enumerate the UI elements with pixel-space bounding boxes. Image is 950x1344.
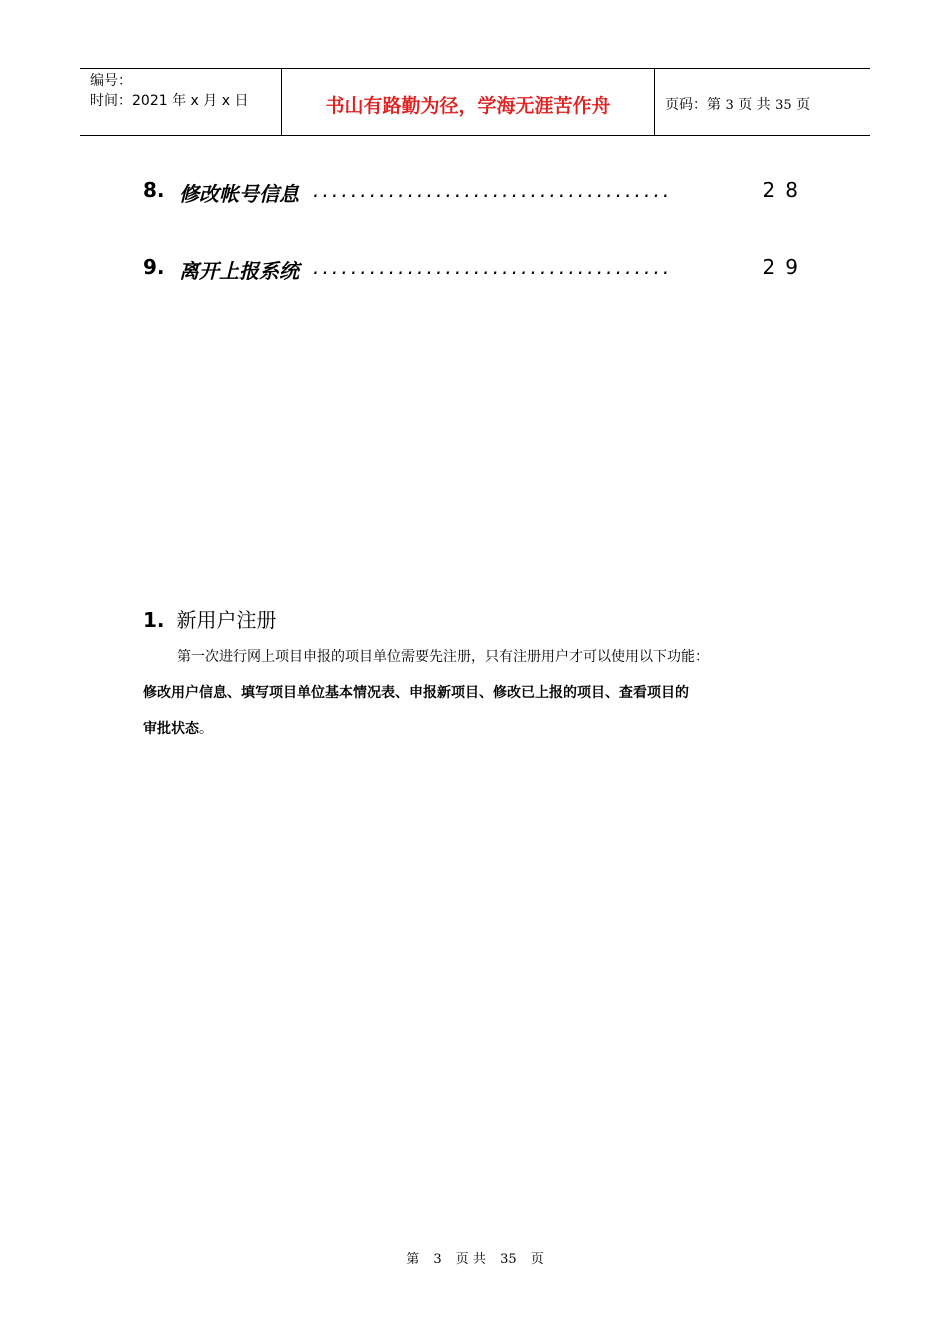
page-total: 35 xyxy=(775,98,792,113)
section-title: 新用户注册 xyxy=(176,608,277,632)
body-paragraph: 第一次进行网上项目申报的项目单位需要先注册，只有注册用户才可以使用以下功能： xyxy=(177,649,709,665)
header-page-info xyxy=(665,94,810,114)
page-current: 3 xyxy=(725,98,734,113)
page-footer xyxy=(0,1248,950,1267)
section-number: 1. xyxy=(143,608,165,632)
header-page-cell xyxy=(655,69,870,135)
toc-leader-dots: ...................................... xyxy=(313,255,673,279)
footer-suffix: 页 xyxy=(530,1252,544,1267)
footer-current: 3 xyxy=(433,1252,442,1267)
footer-prefix: 第 xyxy=(406,1252,420,1267)
footer-total: 35 xyxy=(500,1252,517,1267)
toc-entry[interactable] xyxy=(143,178,808,208)
sentence-end: 。 xyxy=(199,721,213,737)
page-prefix: 页码：第 xyxy=(665,97,721,113)
toc-leader-dots: ...................................... xyxy=(313,178,673,202)
page-mid: 页 共 xyxy=(738,97,771,113)
time-label: 时间：2021 年 x 月 x 日 xyxy=(90,93,249,109)
page-suffix: 页 xyxy=(796,97,811,113)
feature-list-line: 修改用户信息、填写项目单位基本情况表、申报新项目、修改已上报的项目、查看项目的 xyxy=(143,685,689,701)
toc-title: 修改帐号信息 xyxy=(179,182,299,206)
header-info-cell xyxy=(80,69,282,135)
feature-list-line-end xyxy=(143,718,813,738)
toc-number: 8. xyxy=(143,178,165,202)
header-motto-cell xyxy=(282,69,655,135)
toc-entry[interactable] xyxy=(143,255,808,285)
toc-number: 9. xyxy=(143,255,165,279)
motto-text: 书山有路勤为径，学海无涯苦作舟 xyxy=(325,95,611,117)
toc-title: 离开上报系统 xyxy=(179,259,299,283)
toc-page-number: 29 xyxy=(762,255,808,279)
feature-list-tail: 审批状态 xyxy=(143,721,199,737)
page-header xyxy=(80,68,870,136)
section-heading xyxy=(143,604,277,633)
footer-mid: 页 共 xyxy=(455,1252,486,1267)
serial-label: 编号： xyxy=(90,73,132,89)
toc-page-number: 28 xyxy=(762,178,808,202)
